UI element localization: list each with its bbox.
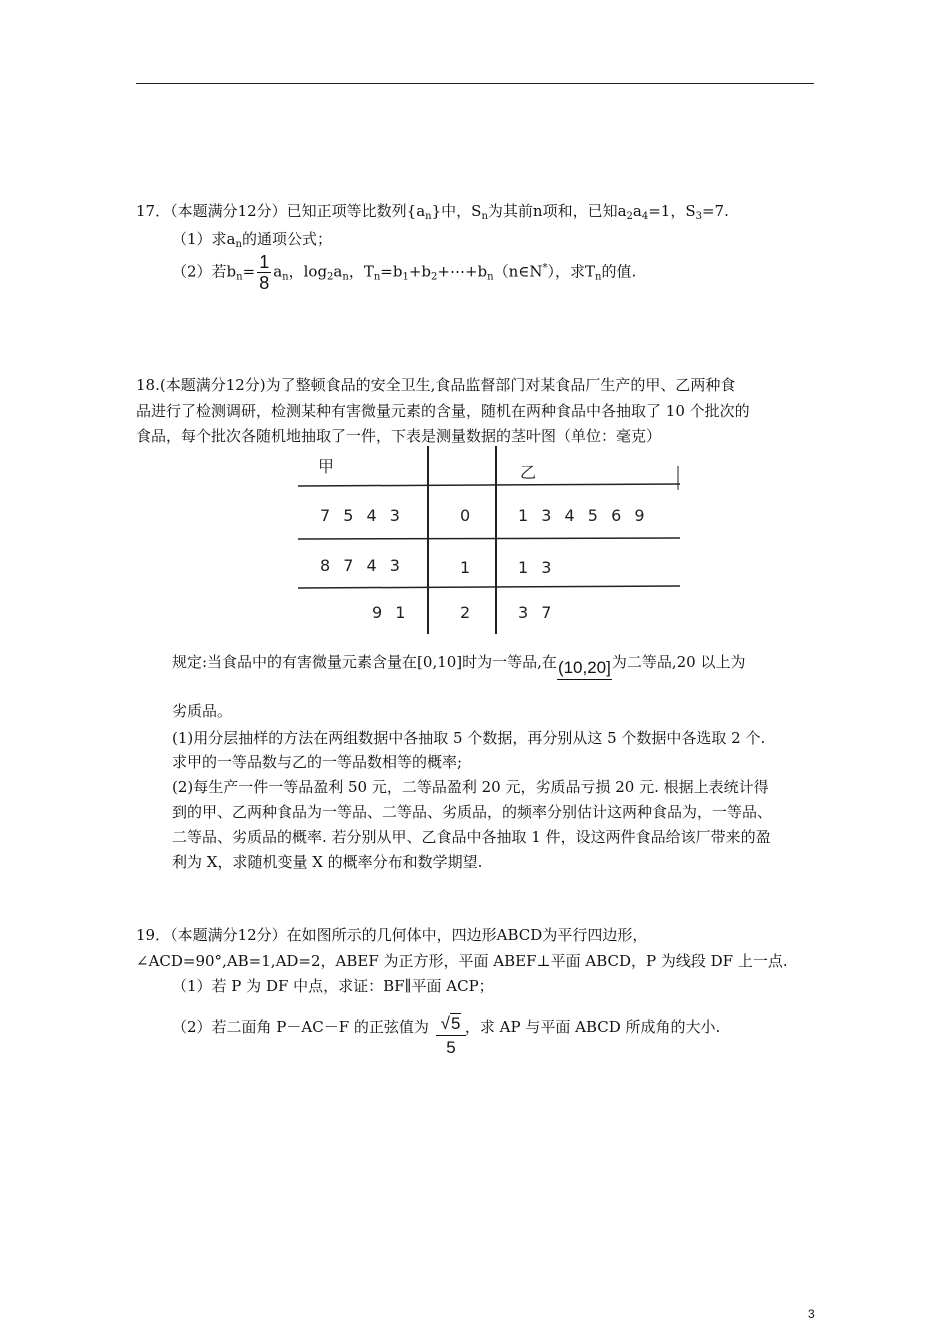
q18-rule: 规定:当食品中的有害微量元素含量在[0,10]时为一等品,在(10,20]为二等品,20 以上为 bbox=[172, 651, 746, 680]
stem-leaf-plot bbox=[280, 444, 685, 636]
q18-part2-line4: 利为 X，求随机变量 X 的概率分布和数学期望. bbox=[172, 853, 483, 871]
stem-row1-stem: 1 bbox=[460, 558, 471, 577]
stem-row1-right: 1 3 bbox=[518, 558, 556, 577]
stem-header-left: 甲 bbox=[318, 457, 335, 476]
stem-header-right: 乙 bbox=[520, 463, 537, 482]
q17-title: 17．（本题满分12分）已知正项等比数列$\{a_n\}$中，$S_n$为其前n项和，已知$a_2a_4=1$，$S_3=7$. bbox=[136, 202, 729, 222]
q18-part2-line1: (2)每生产一件一等品盈利 50 元，二等品盈利 20 元，劣质品亏损 20 元. 根据上表统计得 bbox=[172, 778, 769, 796]
q19-part1: （1）若 P 为 DF 中点，求证：BF∥平面 ACP； bbox=[172, 977, 494, 995]
page-number: 3 bbox=[808, 1307, 815, 1321]
q19-line1: 19．（本题满分12分）在如图所示的几何体中，四边形ABCD为平行四边形， bbox=[136, 926, 648, 944]
stem-row2-stem: 2 bbox=[460, 603, 471, 622]
stem-row2-left: 9 1 bbox=[372, 603, 410, 622]
q19-part2: （2）若二面角 P－AC－F 的正弦值为 ，求 AP 与平面 ABCD 所成角的大小. bbox=[172, 1018, 721, 1036]
q18-line3: 食品，每个批次各随机地抽取了一件，下表是测量数据的茎叶图（单位：毫克） bbox=[136, 427, 662, 445]
stem-row0-right: 1 3 4 5 6 9 bbox=[518, 506, 649, 525]
q18-line2: 品进行了检测调研，检测某种有害微量元素的含量，随机在两种食品中各抽取了 10 个批次的 bbox=[136, 402, 750, 420]
q18-part1-line2: 求甲的一等品数与乙的一等品数相等的概率; bbox=[172, 753, 463, 771]
q18-part2-line3: 二等品、劣质品的概率. 若分别从甲、乙食品中各抽取 1 件，设这两件食品给该厂带来的盈 bbox=[172, 828, 771, 846]
q19-line2: ∠ACD=90°,AB=1,AD=2，ABEF 为正方形，平面 ABEF⊥平面 ABCD，P 为线段 DF 上一点. bbox=[136, 952, 788, 970]
q18-rule-line2: 劣质品。 bbox=[172, 702, 233, 720]
q18-line1: 18.(本题满分12分)为了整顿食品的安全卫生,食品监督部门对某食品厂生产的甲、乙两种食 bbox=[136, 376, 736, 394]
sqrt5-over-5: √5 5 bbox=[436, 1013, 466, 1060]
stem-row0-stem: 0 bbox=[460, 506, 471, 525]
q18-part2-line2: 到的甲、乙两种食品为一等品、二等品、劣质品，的频率分别估计这两种食品为，一等品、 bbox=[172, 803, 773, 821]
stem-row1-left: 8 7 4 3 bbox=[320, 556, 404, 575]
fraction-one-eighth: $\frac{1}{8}$ bbox=[259, 252, 270, 293]
stem-row0-left: 7 5 4 3 bbox=[320, 506, 404, 525]
header-rule bbox=[136, 83, 814, 84]
q17-part2: （2）若$b_n=$ $\frac{1}{8}$ $a_n$，$\log_2a_n$，$T_n=b_1+b_2+\cdots+b_n(n\in N^*)$，求$T_n$的值. bbox=[172, 252, 637, 293]
interval-10-20: (10,20] bbox=[557, 657, 612, 680]
stem-row2-right: 3 7 bbox=[518, 603, 556, 622]
q17-part1: （1）求$a_n$的通项公式； bbox=[172, 230, 332, 250]
q18-part1-line1: (1)用分层抽样的方法在两组数据中各抽取 5 个数据，再分别从这 5 个数据中各选取 2 个. bbox=[172, 729, 766, 747]
